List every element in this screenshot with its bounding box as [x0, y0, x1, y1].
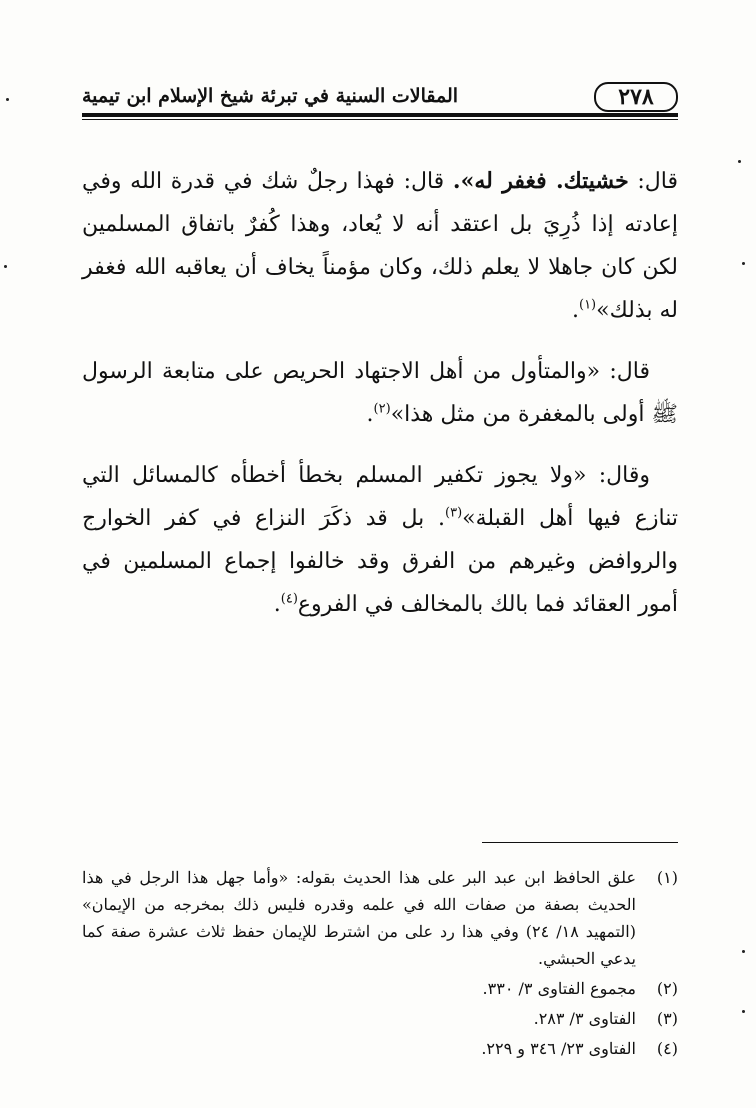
footnotes	[82, 864, 678, 1065]
scan-speck	[742, 262, 745, 265]
footnote-ref-3: (٣)	[445, 505, 463, 521]
scan-speck	[6, 98, 9, 101]
p2-text: قال: «والمتأول من أهل الاجتهاد الحريص على متابعة الرسول ﷺ أولى بالمغفرة من مثل هذا»	[82, 359, 678, 427]
page-header	[82, 80, 678, 116]
p1-lead: قال:	[628, 169, 678, 194]
page-number: ٢٧٨	[594, 82, 678, 112]
main-text	[82, 160, 678, 644]
footnote	[82, 1035, 678, 1062]
footnote	[82, 1005, 678, 1032]
paragraph-2	[82, 350, 678, 436]
p3-text-b: . بل قد ذكَرَ النزاع في كفر الخوارج والروافض وغيرهم من الفرق وقد خالفوا إجماع المسلمين في أمور العقائد فما بالك بالمخالف في الفروع	[82, 506, 678, 617]
paragraph-3	[82, 454, 678, 626]
footnote-ref-1: (١)	[578, 297, 597, 313]
p2-end: .	[366, 402, 374, 427]
scan-speck	[742, 950, 745, 953]
p1-bold-quote: خشيتك. فغفر له».	[452, 168, 629, 194]
footnote-number: (٣)	[656, 1009, 678, 1028]
paragraph-1	[82, 160, 678, 332]
footnote-separator	[482, 842, 678, 843]
footnote-ref-2: (٢)	[373, 401, 391, 417]
scan-speck	[742, 1010, 745, 1013]
footnote	[82, 975, 678, 1002]
header-rule-thin	[82, 119, 678, 120]
running-title: المقالات السنية في تبرئة شيخ الإسلام ابن تيمية	[82, 85, 459, 107]
p1-text: قال: فهذا رجلٌ شك في قدرة الله وفي إعادته إذا ذُرِيَ بل اعتقد أنه لا يُعاد، وهذا كُفرٌ باتفاق المسلمين لكن كان جاهلا لا يعلم ذلك، وكان مؤمناً يخاف أن يعاقبه الله فغفر له بذلك»	[82, 169, 678, 323]
footnote-text: علق الحافظ ابن عبد البر على هذا الحديث بقوله: «وأما جهل هذا الرجل في هذا الحديث بصفة من صفات الله في علمه وقدره فليس ذلك بمخرجه من الإيمان» (التمهيد ١٨/ ٢٤) وفي هذا رد على من اشترط للإيمان حفظ ثلاث عشرة صفة كما يدعي الحبشي.	[82, 868, 636, 968]
footnote	[82, 864, 678, 972]
footnote-number: (٢)	[656, 979, 678, 998]
scan-speck	[738, 160, 741, 163]
footnote-text: الفتاوى ٣/ ٢٨٣.	[533, 1009, 636, 1028]
footnote-number: (١)	[656, 868, 678, 887]
p1-end: .	[571, 298, 579, 323]
header-rule-thick	[82, 113, 678, 117]
footnote-number: (٤)	[656, 1039, 678, 1058]
footnote-ref-4: (٤)	[280, 591, 298, 607]
footnote-text: مجموع الفتاوى ٣/ ٣٣٠.	[482, 979, 636, 998]
scan-speck	[4, 265, 7, 268]
p3-end: .	[273, 592, 281, 617]
p3-text-a: وقال: «ولا يجوز تكفير المسلم بخطأ أخطأه كالمسائل التي تنازع فيها أهل القبلة»	[82, 463, 678, 531]
footnote-text: الفتاوى ٢٣/ ٣٤٦ و ٢٢٩.	[481, 1039, 636, 1058]
